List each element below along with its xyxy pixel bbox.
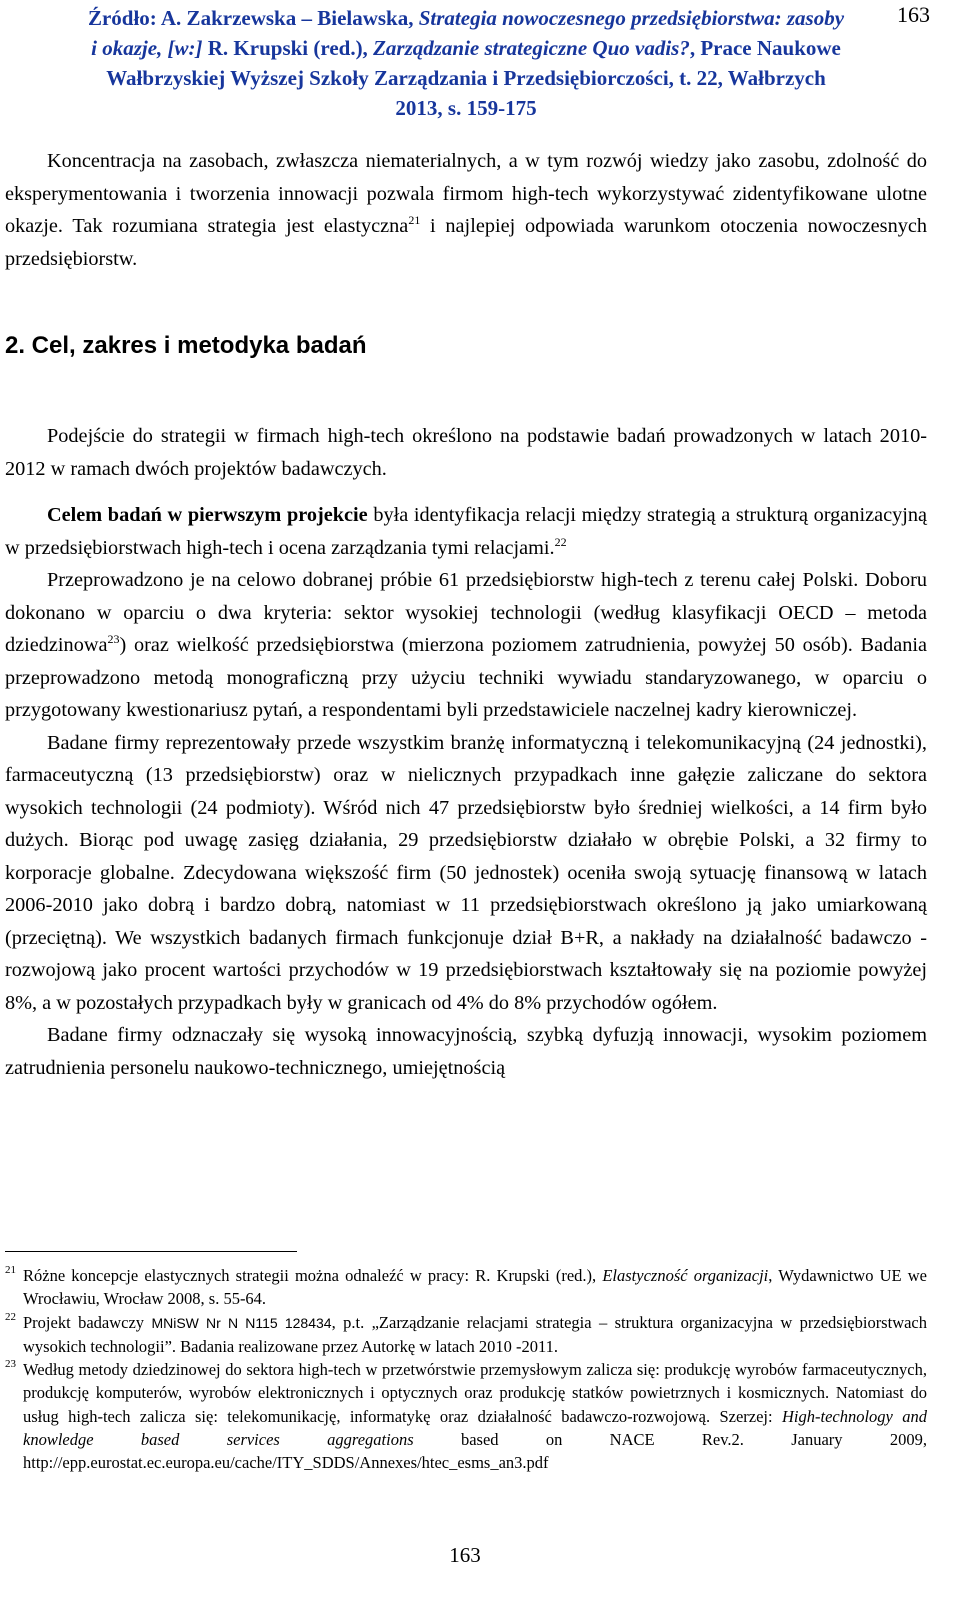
intro-paragraph <box>5 145 927 275</box>
footnote-22-text-a: Projekt badawczy <box>23 1312 152 1332</box>
source-line1-a: Źródło: A. Zakrzewska – Bielawska, <box>87 6 419 30</box>
footnote-22-number: 22 <box>5 1310 16 1323</box>
source-citation <box>6 3 926 123</box>
footnote-ref-22: 22 <box>554 534 567 549</box>
footnote-ref-21: 21 <box>408 213 421 228</box>
footnote-23 <box>5 1358 927 1474</box>
footnote-23-text-b: based on NACE Rev.2. January 2009, http://epp.eurostat.ec.europa.eu/cache/ITY_SDDS/Annexes/htec_esms_an3.pdf <box>23 1430 927 1473</box>
section-heading: 2. Cel, zakres i metodyka badań <box>5 332 367 359</box>
footnote-21-number: 21 <box>5 1264 16 1276</box>
paragraph-2 <box>5 499 927 564</box>
source-line2-c: Zarządzanie strategiczne Quo vadis? <box>373 36 690 60</box>
footnote-22 <box>5 1311 927 1359</box>
source-line2-b: R. Krupski (red.), <box>202 36 374 60</box>
source-line2-a: i okazje, [w:] <box>91 36 203 60</box>
footnote-23-italic: High-technology and knowledge based services aggregations <box>23 1406 927 1450</box>
paragraph-1: Podejście do strategii w firmach high-tech określono na podstawie badań prowadzonych w latach 2010-2012 w ramach dwóch projektów badawczych. <box>5 425 927 480</box>
paragraph-2-bold: Celem badań w pierwszym projekcie <box>47 504 368 526</box>
source-line1-b: Strategia nowoczesnego przedsiębiorstwa: zasoby <box>418 6 845 30</box>
paragraph-4: Badane firmy reprezentowały przede wszystkim branżę informatyczną i telekomunikacyjną (24 jednostki), farmaceutyczną (13 przedsiębiorstw) oraz w nielicznych przypadkach inne gałęzie zaliczane do sektora wysokich technologii (24 podmioty). Wśród nich 47 przedsiębiorstw było średniej wielkości, a 14 firm było dużych. Biorąc pod uwagę zasięg działania, 29 przedsiębiorstw działało w obrębie Polski, a 32 firmy to korporacje globalne. Zdecydowana większość firm (50 jednostek) oceniła swoją sytuację finansową w latach 2006-2010 jako dobrą i bardzo dobrą, natomiast w 11 przedsiębiorstwach określono ją jako umiarkowaną (przeciętną). We wszystkich badanych firmach funkcjonuje dział B+R, a nakłady na działalność badawczo - rozwojową jako procent wartości przychodów w 19 przedsiębiorstwach kształtowały się na poziomie powyżej 8%, a w pozostałych przypadkach były w granicach od 4% do 8% przychodów ogółem. <box>5 731 927 1014</box>
footnote-21-text-b: , Wydawnictwo UE we Wrocławiu, Wrocław 2008, s. 55-64. <box>23 1266 927 1309</box>
footnote-22-text-b: , p.t. „Zarządzanie relacjami strategia – struktura organizacyjna w przedsiębiorstwach wysokich technologii”. Badania realizowane przez Autorkę w latach 2010 -2011. <box>23 1312 928 1356</box>
page-number: 163 <box>449 1543 481 1567</box>
paragraph-3-b: ) oraz wielkość przedsiębiorstwa (mierzona poziomem zatrudnienia, powyżej 50 osób). Badania przeprowadzono metodą monograficzną przy użyciu techniki wywiadu standaryzowanego, w oparciu o przygotowany kwestionariusz pytań, a respondentami byli przedstawiciele naczelnej kadry kierowniczej. <box>5 634 927 721</box>
paragraph-3-a: Przeprowadzono je na celowo dobranej próbie 61 przedsiębiorstw high-tech z terenu całej Polski. Doboru dokonano w oparciu o dwa kryteria: sektor wysokiej technologii (według klasyfikacji OECD – metoda dziedzinowa <box>5 569 927 656</box>
paragraph-2-text: była identyfikacja relacji między strategią a strukturą organizacyjną w przedsiębiorstwach high-tech i ocena zarządzania tymi relacjami. <box>5 504 927 559</box>
intro-text-b: i najlepiej odpowiada warunkom otoczenia nowoczesnych przedsiębiorstw. <box>5 215 927 270</box>
source-line4: 2013, s. 159-175 <box>395 96 537 120</box>
footnotes <box>5 1264 927 1475</box>
paragraph-3 <box>5 564 927 727</box>
paragraph-5: Badane firmy odznaczały się wysoką innowacyjnością, szybką dyfuzją innowacji, wysokim poziomem zatrudnienia personelu naukowo-technicznego, umiejętnością <box>5 1024 927 1079</box>
corner-page-number: 163 <box>897 2 930 27</box>
footnote-ref-23: 23 <box>107 632 120 647</box>
footnote-21-text-a: Różne koncepcje elastycznych strategii można odnaleźć w pracy: R. Krupski (red.), <box>23 1266 603 1285</box>
footnote-23-text-a: Według metody dziedzinowej do sektora high-tech w przetwórstwie przemysłowym zalicza się: produkcję wyrobów farmaceutycznych, produkcję komputerów, wyrobów elektronicznych i optycznych oraz produkcję statków powietrznych i kosmicznych. Natomiast do usług high-tech zalicza się: telekomunikację, informatykę oraz działalność badawczo-rozwojową. Szerzej: <box>23 1360 927 1426</box>
footnote-23-number: 23 <box>5 1358 16 1371</box>
intro-text-a: Koncentracja na zasobach, zwłaszcza niematerialnych, a w tym rozwój wiedzy jako zasobu, zdolność do eksperymentowania i tworzenia innowacji pozwala firmom high-tech wykorzystywać zidentyfikowane ulotne okazje. Tak rozumiana strategia jest elastyczna <box>5 150 927 237</box>
source-line2-d: , Prace Naukowe <box>689 36 841 60</box>
footnote-21-italic: Elastyczność organizacji <box>602 1266 769 1285</box>
footnote-22-project-code: MNiSW Nr N N115 128434 <box>151 1314 332 1331</box>
footnote-21 <box>5 1264 927 1311</box>
research-section <box>5 420 927 1084</box>
footnote-separator <box>5 1251 297 1252</box>
source-line3: Wałbrzyskiej Wyższej Szkoły Zarządzania i Przedsiębiorczości, t. 22, Wałbrzych <box>106 66 826 90</box>
